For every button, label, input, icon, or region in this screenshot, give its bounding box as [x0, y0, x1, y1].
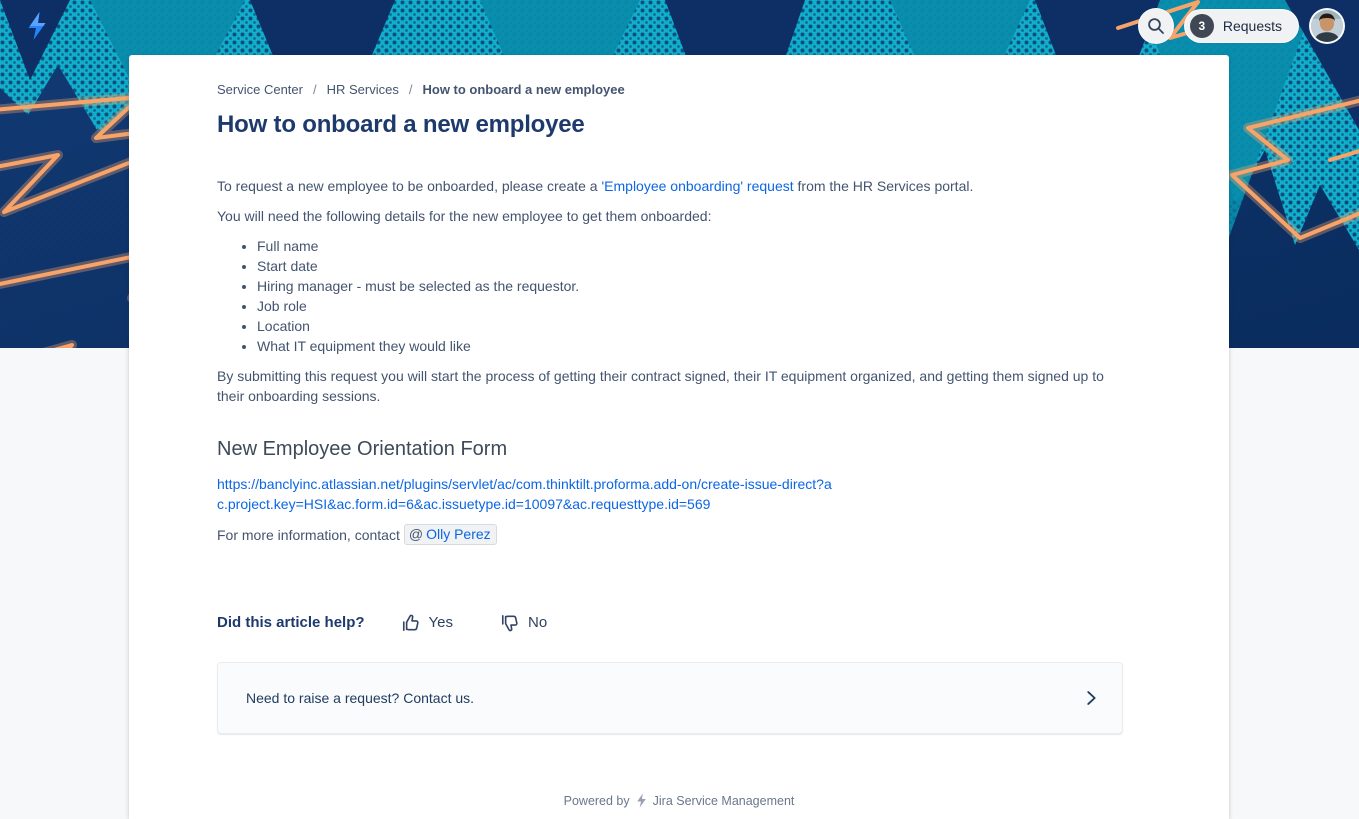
- employee-onboarding-request-link[interactable]: 'Employee onboarding' request: [601, 178, 794, 194]
- topbar-actions: [1138, 8, 1345, 44]
- feedback-no-button[interactable]: [498, 612, 547, 633]
- powered-by-text: Powered by: [563, 793, 630, 808]
- intro-paragraph: [217, 176, 1129, 196]
- raise-request-panel[interactable]: [217, 662, 1123, 734]
- breadcrumb-service-center[interactable]: Service Center: [217, 82, 303, 97]
- article-card: [129, 55, 1229, 819]
- intro-text-pre: To request a new employee to be onboarded, please create a: [217, 178, 602, 194]
- contact-text: For more information, contact: [217, 526, 400, 543]
- thumbs-up-icon: [399, 612, 420, 633]
- feedback-yes-button[interactable]: [399, 612, 453, 633]
- mention-user-name: Olly Perez: [426, 526, 491, 542]
- powered-by-footer: [129, 793, 1229, 808]
- list-item: • What IT equipment they would like: [257, 336, 1129, 356]
- section-heading-orientation-form: New Employee Orientation Form: [217, 438, 508, 460]
- breadcrumb-separator: /: [312, 82, 317, 97]
- article-feedback: [217, 612, 1129, 633]
- avatar-photo: [1311, 10, 1343, 42]
- portal-logo-icon[interactable]: [24, 11, 50, 41]
- list-item: • Job role: [257, 296, 1129, 316]
- form-link-container: [217, 474, 835, 514]
- breadcrumb-separator: /: [408, 82, 413, 97]
- article-content: [129, 55, 1229, 734]
- mention-at-symbol: @: [408, 526, 424, 542]
- list-item: • Location: [257, 316, 1129, 336]
- feedback-no-label: No: [528, 614, 548, 631]
- required-details-list: [217, 236, 1129, 356]
- feedback-yes-label: Yes: [428, 614, 454, 631]
- requests-count-badge: 3: [1190, 14, 1214, 38]
- jsm-bolt-icon: [635, 793, 648, 808]
- raise-request-text: Need to raise a request? Contact us.: [246, 690, 475, 706]
- chevron-right-icon: [1080, 687, 1102, 709]
- feedback-question: Did this article help?: [217, 614, 365, 631]
- requests-label: Requests: [1222, 18, 1282, 34]
- list-item: • Hiring manager - must be selected as the requestor.: [257, 276, 1129, 296]
- orientation-form-link[interactable]: https://banclyinc.atlassian.net/plugins/servlet/ac/com.thinktilt.proforma.add-on/create-issue-direct?ac.project.key=HSI&ac.form.id=6&ac.issuetype.id=10097&ac.requesttype.id=569: [217, 476, 832, 512]
- requests-button[interactable]: [1184, 9, 1299, 43]
- breadcrumb-current-page: How to onboard a new employee: [422, 82, 625, 97]
- list-item: • Full name: [257, 236, 1129, 256]
- breadcrumb: [217, 82, 1129, 97]
- user-mention-chip[interactable]: [404, 524, 497, 545]
- page-title: How to onboard a new employee: [217, 111, 585, 138]
- closing-paragraph: By submitting this request you will start the process of getting their contract signed, their IT equipment organized, and getting them signed up to their onboarding sessions.: [217, 368, 1104, 404]
- contact-paragraph: [217, 524, 1129, 545]
- product-name-text: Jira Service Management: [652, 793, 795, 808]
- details-intro-paragraph: You will need the following details for the new employee to get them onboarded:: [217, 208, 712, 224]
- thumbs-down-icon: [498, 612, 519, 633]
- search-icon: [1146, 16, 1166, 36]
- search-button[interactable]: [1138, 8, 1174, 44]
- breadcrumb-hr-services[interactable]: HR Services: [326, 82, 399, 97]
- top-navigation-bar: [0, 0, 1359, 52]
- user-avatar[interactable]: [1309, 8, 1345, 44]
- list-item: • Start date: [257, 256, 1129, 276]
- intro-text-post: from the HR Services portal.: [793, 178, 974, 194]
